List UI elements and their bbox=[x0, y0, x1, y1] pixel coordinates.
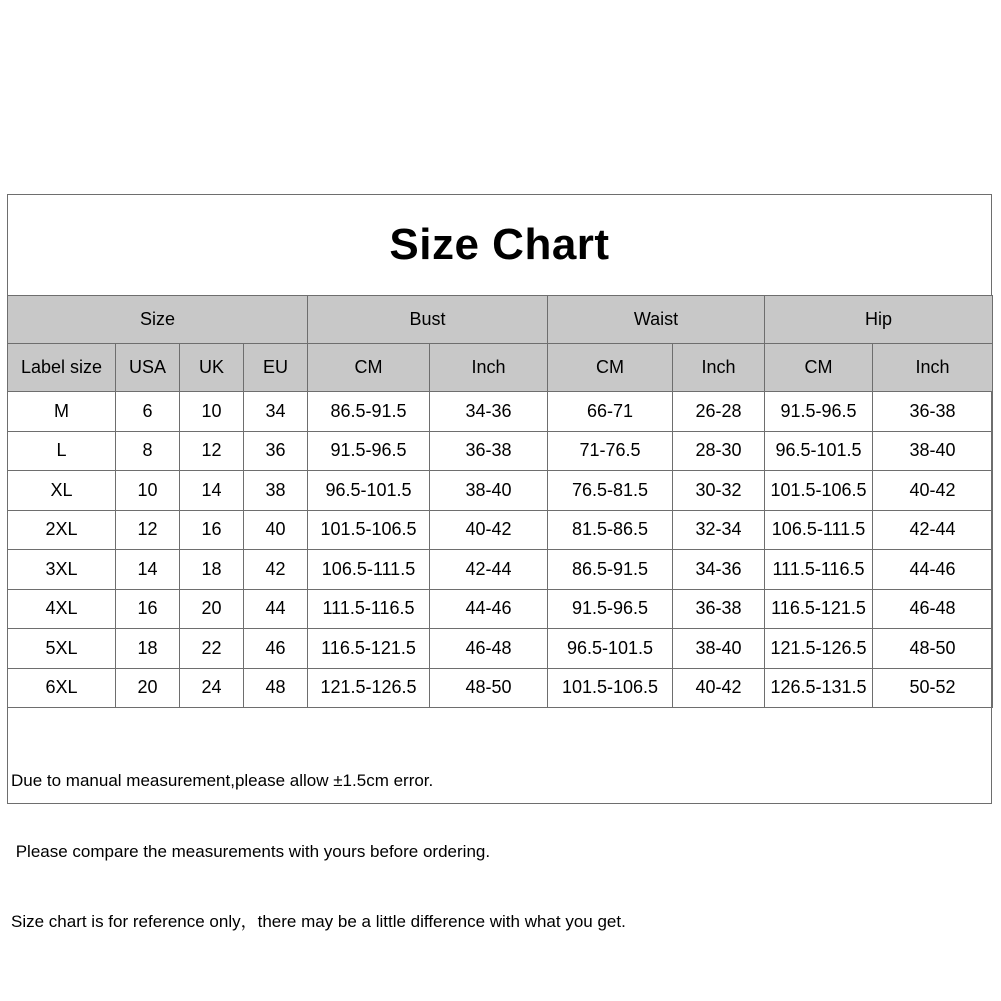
sub-header-usa: USA bbox=[116, 344, 180, 392]
cell-eu: 44 bbox=[244, 589, 308, 629]
sub-header-label-size: Label size bbox=[8, 344, 116, 392]
cell-waist-cm: 71-76.5 bbox=[548, 431, 673, 471]
cell-waist-inch: 40-42 bbox=[673, 668, 765, 708]
cell-hip-inch: 40-42 bbox=[873, 471, 993, 511]
cell-usa: 20 bbox=[116, 668, 180, 708]
cell-uk: 14 bbox=[180, 471, 244, 511]
cell-hip-inch: 44-46 bbox=[873, 550, 993, 590]
cell-uk: 24 bbox=[180, 668, 244, 708]
note-line: Due to manual measurement,please allow ±1.5cm error. bbox=[11, 771, 434, 790]
size-table bbox=[7, 295, 993, 708]
cell-hip-cm: 111.5-116.5 bbox=[765, 550, 873, 590]
note-line: Size chart is for reference only，there may be a little difference with what you get. bbox=[11, 912, 626, 931]
table-row bbox=[8, 668, 993, 708]
cell-waist-inch: 36-38 bbox=[673, 589, 765, 629]
cell-hip-inch: 46-48 bbox=[873, 589, 993, 629]
sub-header-bust-inch: Inch bbox=[430, 344, 548, 392]
cell-bust-cm: 91.5-96.5 bbox=[308, 431, 430, 471]
cell-hip-cm: 101.5-106.5 bbox=[765, 471, 873, 511]
cell-waist-cm: 101.5-106.5 bbox=[548, 668, 673, 708]
cell-hip-inch: 50-52 bbox=[873, 668, 993, 708]
table-row bbox=[8, 510, 993, 550]
table-row bbox=[8, 471, 993, 511]
header-group-waist: Waist bbox=[548, 296, 765, 344]
cell-hip-cm: 96.5-101.5 bbox=[765, 431, 873, 471]
cell-usa: 8 bbox=[116, 431, 180, 471]
sub-header-bust-cm: CM bbox=[308, 344, 430, 392]
sub-header-hip-inch: Inch bbox=[873, 344, 993, 392]
cell-usa: 18 bbox=[116, 629, 180, 669]
cell-eu: 42 bbox=[244, 550, 308, 590]
table-row bbox=[8, 392, 993, 432]
cell-bust-inch: 44-46 bbox=[430, 589, 548, 629]
cell-uk: 22 bbox=[180, 629, 244, 669]
cell-bust-cm: 116.5-121.5 bbox=[308, 629, 430, 669]
header-group-size: Size bbox=[8, 296, 308, 344]
cell-bust-cm: 111.5-116.5 bbox=[308, 589, 430, 629]
size-chart-frame bbox=[7, 194, 992, 931]
cell-hip-inch: 42-44 bbox=[873, 510, 993, 550]
cell-bust-inch: 42-44 bbox=[430, 550, 548, 590]
cell-waist-cm: 96.5-101.5 bbox=[548, 629, 673, 669]
cell-waist-cm: 66-71 bbox=[548, 392, 673, 432]
table-row bbox=[8, 431, 993, 471]
cell-hip-inch: 48-50 bbox=[873, 629, 993, 669]
title-area bbox=[8, 195, 991, 296]
cell-uk: 18 bbox=[180, 550, 244, 590]
cell-hip-inch: 38-40 bbox=[873, 431, 993, 471]
cell-bust-inch: 36-38 bbox=[430, 431, 548, 471]
cell-hip-cm: 121.5-126.5 bbox=[765, 629, 873, 669]
size-table-body bbox=[8, 392, 993, 708]
cell-waist-cm: 76.5-81.5 bbox=[548, 471, 673, 511]
cell-bust-inch: 46-48 bbox=[430, 629, 548, 669]
cell-eu: 36 bbox=[244, 431, 308, 471]
table-row bbox=[8, 589, 993, 629]
header-group-hip: Hip bbox=[765, 296, 993, 344]
cell-uk: 12 bbox=[180, 431, 244, 471]
cell-bust-inch: 38-40 bbox=[430, 471, 548, 511]
cell-waist-inch: 30-32 bbox=[673, 471, 765, 511]
cell-waist-cm: 86.5-91.5 bbox=[548, 550, 673, 590]
cell-label-size: M bbox=[8, 392, 116, 432]
cell-hip-cm: 91.5-96.5 bbox=[765, 392, 873, 432]
sub-header-waist-inch: Inch bbox=[673, 344, 765, 392]
cell-waist-inch: 28-30 bbox=[673, 431, 765, 471]
cell-waist-cm: 81.5-86.5 bbox=[548, 510, 673, 550]
table-row bbox=[8, 629, 993, 669]
sub-header-eu: EU bbox=[244, 344, 308, 392]
sub-header-uk: UK bbox=[180, 344, 244, 392]
sub-header-row bbox=[8, 344, 993, 392]
cell-usa: 14 bbox=[116, 550, 180, 590]
cell-bust-cm: 86.5-91.5 bbox=[308, 392, 430, 432]
cell-bust-inch: 48-50 bbox=[430, 668, 548, 708]
cell-eu: 38 bbox=[244, 471, 308, 511]
cell-label-size: 6XL bbox=[8, 668, 116, 708]
cell-bust-cm: 96.5-101.5 bbox=[308, 471, 430, 511]
table-row bbox=[8, 550, 993, 590]
cell-uk: 10 bbox=[180, 392, 244, 432]
header-group-row bbox=[8, 296, 993, 344]
cell-hip-cm: 106.5-111.5 bbox=[765, 510, 873, 550]
cell-bust-cm: 101.5-106.5 bbox=[308, 510, 430, 550]
cell-bust-inch: 34-36 bbox=[430, 392, 548, 432]
cell-usa: 10 bbox=[116, 471, 180, 511]
sub-header-hip-cm: CM bbox=[765, 344, 873, 392]
cell-uk: 20 bbox=[180, 589, 244, 629]
cell-eu: 46 bbox=[244, 629, 308, 669]
cell-label-size: 5XL bbox=[8, 629, 116, 669]
chart-title: Size Chart bbox=[389, 220, 610, 269]
cell-hip-inch: 36-38 bbox=[873, 392, 993, 432]
notes bbox=[11, 722, 626, 981]
cell-usa: 6 bbox=[116, 392, 180, 432]
cell-hip-cm: 116.5-121.5 bbox=[765, 589, 873, 629]
cell-waist-inch: 34-36 bbox=[673, 550, 765, 590]
cell-hip-cm: 126.5-131.5 bbox=[765, 668, 873, 708]
cell-bust-cm: 121.5-126.5 bbox=[308, 668, 430, 708]
cell-bust-cm: 106.5-111.5 bbox=[308, 550, 430, 590]
cell-waist-cm: 91.5-96.5 bbox=[548, 589, 673, 629]
cell-label-size: 2XL bbox=[8, 510, 116, 550]
sub-header-waist-cm: CM bbox=[548, 344, 673, 392]
cell-usa: 16 bbox=[116, 589, 180, 629]
cell-label-size: XL bbox=[8, 471, 116, 511]
header-group-bust: Bust bbox=[308, 296, 548, 344]
cell-eu: 48 bbox=[244, 668, 308, 708]
cell-label-size: 4XL bbox=[8, 589, 116, 629]
cell-waist-inch: 32-34 bbox=[673, 510, 765, 550]
cell-usa: 12 bbox=[116, 510, 180, 550]
cell-label-size: L bbox=[8, 431, 116, 471]
cell-bust-inch: 40-42 bbox=[430, 510, 548, 550]
cell-eu: 34 bbox=[244, 392, 308, 432]
cell-waist-inch: 26-28 bbox=[673, 392, 765, 432]
cell-eu: 40 bbox=[244, 510, 308, 550]
note-line: Please compare the measurements with yours before ordering. bbox=[11, 841, 491, 861]
cell-waist-inch: 38-40 bbox=[673, 629, 765, 669]
cell-label-size: 3XL bbox=[8, 550, 116, 590]
cell-uk: 16 bbox=[180, 510, 244, 550]
